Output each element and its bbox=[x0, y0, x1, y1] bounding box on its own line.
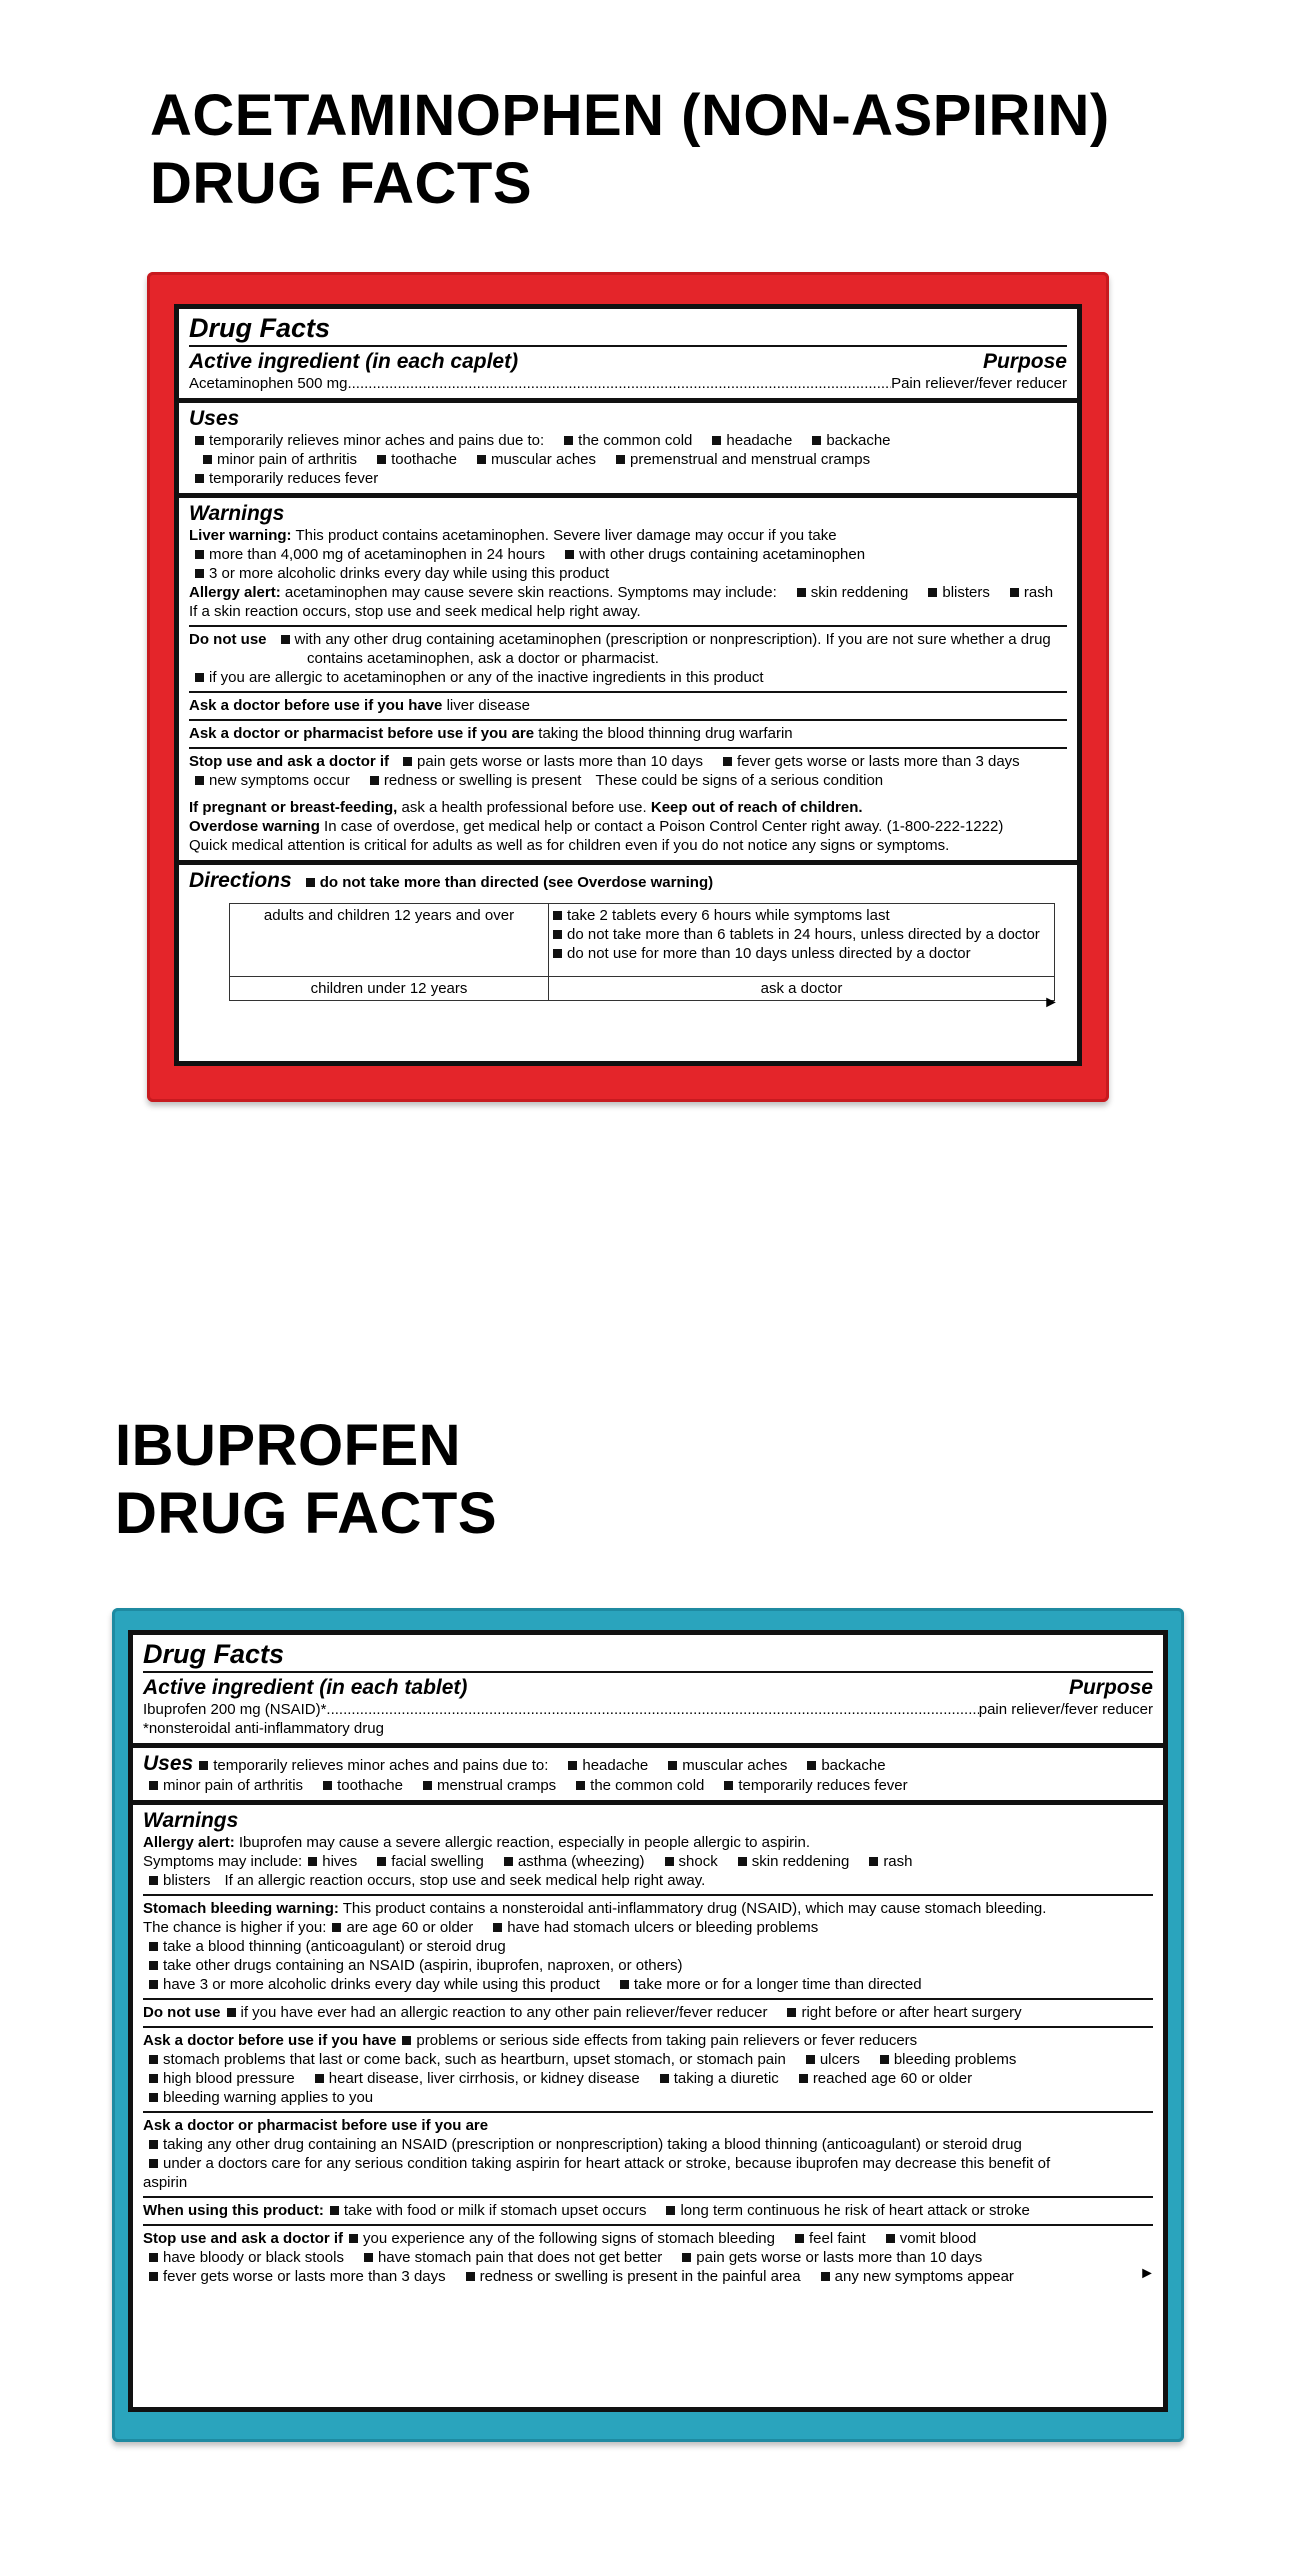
stop-item: you experience any of the following signs of stomach bleeding bbox=[363, 2230, 775, 2247]
ingredient: Acetaminophen 500 mg bbox=[189, 375, 348, 392]
bullet-icon bbox=[712, 436, 721, 445]
use-item: the common cold bbox=[578, 432, 693, 449]
table-cell: adults and children 12 years and over bbox=[230, 904, 549, 977]
ask-doctor-item: high blood pressure bbox=[163, 2070, 295, 2087]
purpose: Pain reliever/fever reducer bbox=[891, 375, 1067, 392]
ask-pharmacist-item: taking any other drug containing an NSAID (prescription or nonprescription) taking a blood thinning (anticoagulant) or steroid drug bbox=[163, 2136, 1022, 2153]
do-not-use-text: with any other drug containing acetaminophen (prescription or nonprescription). If you are not sure whether a drug bbox=[294, 631, 1051, 648]
table-cell: children under 12 years bbox=[230, 977, 549, 1001]
bullet-icon bbox=[682, 2253, 691, 2262]
stop-item: fever gets worse or lasts more than 3 days bbox=[737, 753, 1020, 770]
warning-item: with other drugs containing acetaminophen bbox=[579, 546, 866, 563]
warning-item: hives bbox=[322, 1853, 358, 1870]
dosage-table bbox=[229, 903, 1055, 1001]
allergy-alert-text: Ibuprofen may cause a severe allergic reaction, especially in people allergic to aspirin. bbox=[238, 1834, 811, 1851]
bullet-icon bbox=[812, 436, 821, 445]
stop-use-label: Stop use and ask a doctor if bbox=[143, 2230, 344, 2247]
bullet-icon bbox=[797, 588, 806, 597]
warning-item: take more or for a longer time than directed bbox=[633, 1976, 922, 1993]
stop-item: pain gets worse or lasts more than 10 days bbox=[417, 753, 704, 770]
overdose-label: Overdose warning bbox=[189, 818, 320, 835]
use-item: minor pain of arthritis bbox=[163, 1777, 304, 1794]
use-item: the common cold bbox=[590, 1777, 705, 1794]
keep-out-of-reach: Keep out of reach of children. bbox=[650, 799, 863, 816]
warning-item: are age 60 or older bbox=[346, 1919, 474, 1936]
active-ingredient-heading: Active ingredient (in each caplet) bbox=[189, 350, 519, 373]
overdose-text: In case of overdose, get medical help or contact a Poison Control Center right away. (1-800-222-1222) bbox=[324, 818, 1004, 835]
bullet-icon bbox=[576, 1781, 585, 1790]
stop-item: redness or swelling is present in the painful area bbox=[479, 2268, 801, 2285]
drug-facts-title: Drug Facts bbox=[189, 313, 1067, 347]
warnings-section bbox=[179, 498, 1077, 865]
bullet-icon bbox=[666, 2206, 675, 2215]
stop-item: These could be signs of a serious condition bbox=[595, 772, 884, 789]
bullet-icon bbox=[203, 455, 212, 464]
ibuprofen-heading bbox=[115, 1412, 497, 1548]
bullet-icon bbox=[504, 1857, 513, 1866]
bullet-icon bbox=[886, 2234, 895, 2243]
bullet-icon bbox=[364, 2253, 373, 2262]
directions-section bbox=[179, 865, 1077, 1024]
stop-use-label: Stop use and ask a doctor if bbox=[189, 753, 390, 770]
bullet-icon bbox=[565, 550, 574, 559]
stomach-bleeding-label: Stomach bleeding warning: bbox=[143, 1900, 339, 1917]
bullet-icon bbox=[195, 474, 204, 483]
dosage-line: do not take more than 6 tablets in 24 hours, unless directed by a doctor bbox=[567, 926, 1040, 943]
do-not-use-label: Do not use bbox=[189, 631, 267, 648]
bullet-icon bbox=[806, 2055, 815, 2064]
use-item: temporarily relieves minor aches and pains due to: bbox=[209, 432, 545, 449]
bullet-icon bbox=[149, 1876, 158, 1885]
when-using-item: take with food or milk if stomach upset occurs bbox=[343, 2202, 647, 2219]
bullet-icon bbox=[723, 757, 732, 766]
warning-item: skin reddening bbox=[751, 1853, 850, 1870]
bullet-icon bbox=[149, 1781, 158, 1790]
dosage-line: do not use for more than 10 days unless directed by a doctor bbox=[567, 945, 971, 962]
ask-doctor-item: stomach problems that last or come back, such as heartburn, upset stomach, or stomach pain bbox=[163, 2051, 786, 2068]
warnings-heading: Warnings bbox=[189, 502, 285, 525]
use-item: temporarily reduces fever bbox=[209, 470, 379, 487]
bullet-icon bbox=[308, 1857, 317, 1866]
bullet-icon bbox=[227, 2008, 236, 2017]
bullet-icon bbox=[568, 1761, 577, 1770]
continue-arrow-icon: ► bbox=[1043, 994, 1059, 1011]
heading-line: ACETAMINOPHEN (NON-ASPIRIN) bbox=[150, 83, 1110, 148]
stop-item: vomit blood bbox=[899, 2230, 977, 2247]
bullet-icon bbox=[149, 1980, 158, 1989]
do-not-use-text: contains acetaminophen, ask a doctor or pharmacist. bbox=[307, 650, 659, 667]
uses-heading: Uses bbox=[143, 1752, 194, 1775]
bullet-icon bbox=[149, 2093, 158, 2102]
use-item: temporarily relieves minor aches and pains due to: bbox=[213, 1757, 549, 1774]
drug-facts-title: Drug Facts bbox=[143, 1639, 1153, 1673]
stop-item: have stomach pain that does not get better bbox=[377, 2249, 663, 2266]
bullet-icon bbox=[620, 1980, 629, 1989]
ask-doctor-label: Ask a doctor before use if you have bbox=[143, 2032, 397, 2049]
bullet-icon bbox=[553, 930, 562, 939]
use-item: muscular aches bbox=[682, 1757, 788, 1774]
bullet-icon bbox=[149, 2140, 158, 2149]
bullet-icon bbox=[149, 1942, 158, 1951]
bullet-icon bbox=[332, 1923, 341, 1932]
ask-doctor-text: liver disease bbox=[446, 697, 530, 714]
bullet-icon bbox=[330, 2206, 339, 2215]
bullet-icon bbox=[477, 455, 486, 464]
table-row bbox=[230, 904, 1055, 977]
bullet-icon bbox=[616, 455, 625, 464]
directions-text: do not take more than directed (see Overdose warning) bbox=[319, 874, 714, 891]
active-ingredient-section bbox=[133, 1635, 1163, 1748]
stop-item: any new symptoms appear bbox=[834, 2268, 1014, 2285]
drug-facts-panel bbox=[128, 1630, 1168, 2412]
bullet-icon bbox=[149, 2074, 158, 2083]
bullet-icon bbox=[281, 635, 290, 644]
heading-line: DRUG FACTS bbox=[115, 1481, 497, 1546]
allergy-alert-text: acetaminophen may cause severe skin reactions. Symptoms may include: bbox=[284, 584, 777, 601]
use-item: headache bbox=[726, 432, 793, 449]
warning-item: take a blood thinning (anticoagulant) or steroid drug bbox=[163, 1938, 506, 1955]
warning-item: blisters bbox=[942, 584, 990, 601]
do-not-use-item: if you have ever had an allergic reaction to any other pain reliever/fever reducer bbox=[240, 2004, 768, 2021]
do-not-use-item: right before or after heart surgery bbox=[801, 2004, 1022, 2021]
bullet-icon bbox=[880, 2055, 889, 2064]
warning-item: blisters bbox=[163, 1872, 211, 1889]
ask-doctor-item: heart disease, liver cirrhosis, or kidney disease bbox=[328, 2070, 640, 2087]
ask-doctor-item: reached age 60 or older bbox=[812, 2070, 973, 2087]
drug-facts-panel bbox=[174, 304, 1082, 1066]
warning-item: facial swelling bbox=[391, 1853, 484, 1870]
stop-item: pain gets worse or lasts more than 10 days bbox=[696, 2249, 983, 2266]
ibuprofen-package bbox=[112, 1608, 1184, 2442]
bullet-icon bbox=[315, 2074, 324, 2083]
when-using-item: long term continuous he risk of heart attack or stroke bbox=[680, 2202, 1030, 2219]
dosage-line: take 2 tablets every 6 hours while symptoms last bbox=[567, 907, 890, 924]
ask-doctor-item: taking a diuretic bbox=[673, 2070, 779, 2087]
pregnancy-text: ask a health professional before use. bbox=[401, 799, 647, 816]
ask-doctor-item: bleeding problems bbox=[893, 2051, 1017, 2068]
bullet-icon bbox=[149, 2055, 158, 2064]
use-item: backache bbox=[826, 432, 891, 449]
warning-item: asthma (wheezing) bbox=[517, 1853, 645, 1870]
warning-item: skin reddening bbox=[810, 584, 909, 601]
warning-item: If an allergic reaction occurs, stop use and seek medical help right away. bbox=[224, 1872, 706, 1889]
bullet-icon bbox=[553, 949, 562, 958]
do-not-use-label: Do not use bbox=[143, 2004, 221, 2021]
uses-section bbox=[179, 403, 1077, 498]
bullet-icon bbox=[323, 1781, 332, 1790]
warnings-heading: Warnings bbox=[143, 1809, 239, 1832]
bullet-icon bbox=[377, 1857, 386, 1866]
use-item: toothache bbox=[337, 1777, 403, 1794]
liver-warning-label: Liver warning: bbox=[189, 527, 292, 544]
bullet-icon bbox=[149, 2159, 158, 2168]
stop-item: have bloody or black stools bbox=[163, 2249, 344, 2266]
bullet-icon bbox=[821, 2272, 830, 2281]
bullet-icon bbox=[660, 2074, 669, 2083]
warning-item: rash bbox=[1023, 584, 1054, 601]
uses-section bbox=[133, 1748, 1163, 1805]
bullet-icon bbox=[149, 2272, 158, 2281]
use-item: headache bbox=[582, 1757, 649, 1774]
pregnancy-label: If pregnant or breast-feeding, bbox=[189, 799, 398, 816]
use-item: backache bbox=[821, 1757, 886, 1774]
allergy-alert-line: If a skin reaction occurs, stop use and seek medical help right away. bbox=[189, 603, 641, 620]
bullet-icon bbox=[349, 2234, 358, 2243]
bullet-icon bbox=[195, 550, 204, 559]
bullet-icon bbox=[423, 1781, 432, 1790]
footnote: *nonsteroidal anti-inflammatory drug bbox=[143, 1720, 384, 1737]
bullet-icon bbox=[466, 2272, 475, 2281]
allergy-alert-label: Allergy alert: bbox=[143, 1834, 235, 1851]
stop-item: feel faint bbox=[808, 2230, 866, 2247]
chance-label: The chance is higher if you: bbox=[143, 1919, 327, 1936]
bullet-icon bbox=[195, 776, 204, 785]
bullet-icon bbox=[665, 1857, 674, 1866]
use-item: minor pain of arthritis bbox=[217, 451, 358, 468]
bullet-icon bbox=[795, 2234, 804, 2243]
allergy-alert-label: Allergy alert: bbox=[189, 584, 281, 601]
bullet-icon bbox=[195, 673, 204, 682]
use-item: temporarily reduces fever bbox=[738, 1777, 908, 1794]
stop-item: fever gets worse or lasts more than 3 days bbox=[163, 2268, 446, 2285]
warning-item: rash bbox=[883, 1853, 913, 1870]
stop-item: redness or swelling is present bbox=[383, 772, 582, 789]
bullet-icon bbox=[869, 1857, 878, 1866]
ask-pharmacist-label: Ask a doctor or pharmacist before use if you are bbox=[143, 2117, 489, 2134]
ask-pharmacist-item: under a doctors care for any serious condition taking aspirin for heart attack or stroke, because ibuprofen may decrease this benefit of bbox=[163, 2155, 1051, 2172]
ask-pharmacist-label: Ask a doctor or pharmacist before use if you are bbox=[189, 725, 535, 742]
ask-pharmacist-text: taking the blood thinning drug warfarin bbox=[538, 725, 793, 742]
ask-doctor-item: problems or serious side effects from taking pain relievers or fever reducers bbox=[416, 2032, 918, 2049]
overdose-text: Quick medical attention is critical for adults as well as for children even if you do not notice any signs or symptoms. bbox=[189, 837, 950, 854]
bullet-icon bbox=[564, 436, 573, 445]
warning-item: more than 4,000 mg of acetaminophen in 24 hours bbox=[209, 546, 546, 563]
use-item: menstrual cramps bbox=[436, 1777, 557, 1794]
table-row bbox=[230, 977, 1055, 1001]
heading-line: IBUPROFEN bbox=[115, 1413, 462, 1478]
do-not-use-text: if you are allergic to acetaminophen or any of the inactive ingredients in this product bbox=[209, 669, 764, 686]
use-item: toothache bbox=[391, 451, 457, 468]
warning-item: 3 or more alcoholic drinks every day while using this product bbox=[209, 565, 610, 582]
ask-doctor-item: bleeding warning applies to you bbox=[163, 2089, 374, 2106]
stomach-bleeding-text: This product contains a nonsteroidal anti-inflammatory drug (NSAID), which may cause stomach bleeding. bbox=[342, 1900, 1047, 1917]
warning-item: shock bbox=[678, 1853, 718, 1870]
ask-doctor-label: Ask a doctor before use if you have bbox=[189, 697, 443, 714]
acetaminophen-heading bbox=[150, 82, 1110, 218]
warning-item: take other drugs containing an NSAID (aspirin, ibuprofen, naproxen, or others) bbox=[163, 1957, 683, 1974]
stop-item: new symptoms occur bbox=[209, 772, 350, 789]
bullet-icon bbox=[799, 2074, 808, 2083]
purpose-heading: Purpose bbox=[982, 350, 1067, 373]
bullet-icon bbox=[306, 878, 315, 887]
bullet-icon bbox=[493, 1923, 502, 1932]
warning-item: have had stomach ulcers or bleeding problems bbox=[507, 1919, 819, 1936]
bullet-icon bbox=[149, 1961, 158, 1970]
active-ingredient-heading: Active ingredient (in each tablet) bbox=[143, 1676, 468, 1699]
liver-warning-text: This product contains acetaminophen. Severe liver damage may occur if you take bbox=[295, 527, 837, 544]
use-item: premenstrual and menstrual cramps bbox=[630, 451, 871, 468]
ask-doctor-item: ulcers bbox=[819, 2051, 860, 2068]
bullet-icon bbox=[403, 757, 412, 766]
warnings-section bbox=[133, 1805, 1163, 2291]
bullet-icon bbox=[402, 2036, 411, 2045]
bullet-icon bbox=[724, 1781, 733, 1790]
warning-item: have 3 or more alcoholic drinks every day while using this product bbox=[163, 1976, 600, 1993]
uses-heading: Uses bbox=[189, 407, 240, 430]
ask-pharmacist-item: aspirin bbox=[143, 2174, 188, 2191]
bullet-icon bbox=[553, 911, 562, 920]
table-cell bbox=[549, 904, 1055, 977]
bullet-icon bbox=[668, 1761, 677, 1770]
purpose-heading: Purpose bbox=[1068, 1676, 1153, 1699]
table-cell: ask a doctor bbox=[549, 977, 1055, 1001]
bullet-icon bbox=[1010, 588, 1019, 597]
bullet-icon bbox=[377, 455, 386, 464]
use-item: muscular aches bbox=[490, 451, 596, 468]
heading-line: DRUG FACTS bbox=[150, 151, 532, 216]
bullet-icon bbox=[738, 1857, 747, 1866]
bullet-icon bbox=[199, 1761, 208, 1770]
continue-arrow-icon: ► bbox=[1139, 2265, 1155, 2282]
purpose: pain reliever/fever reducer bbox=[978, 1701, 1153, 1718]
symptoms-label: Symptoms may include: bbox=[143, 1853, 303, 1870]
bullet-icon bbox=[370, 776, 379, 785]
bullet-icon bbox=[928, 588, 937, 597]
acetaminophen-package bbox=[147, 272, 1109, 1102]
bullet-icon bbox=[787, 2008, 796, 2017]
active-ingredient-section bbox=[179, 309, 1077, 403]
directions-heading: Directions bbox=[189, 869, 292, 892]
bullet-icon bbox=[807, 1761, 816, 1770]
ingredient: Ibuprofen 200 mg (NSAID)* bbox=[143, 1701, 327, 1718]
bullet-icon bbox=[195, 436, 204, 445]
bullet-icon bbox=[149, 2253, 158, 2262]
when-using-label: When using this product: bbox=[143, 2202, 324, 2219]
bullet-icon bbox=[195, 569, 204, 578]
